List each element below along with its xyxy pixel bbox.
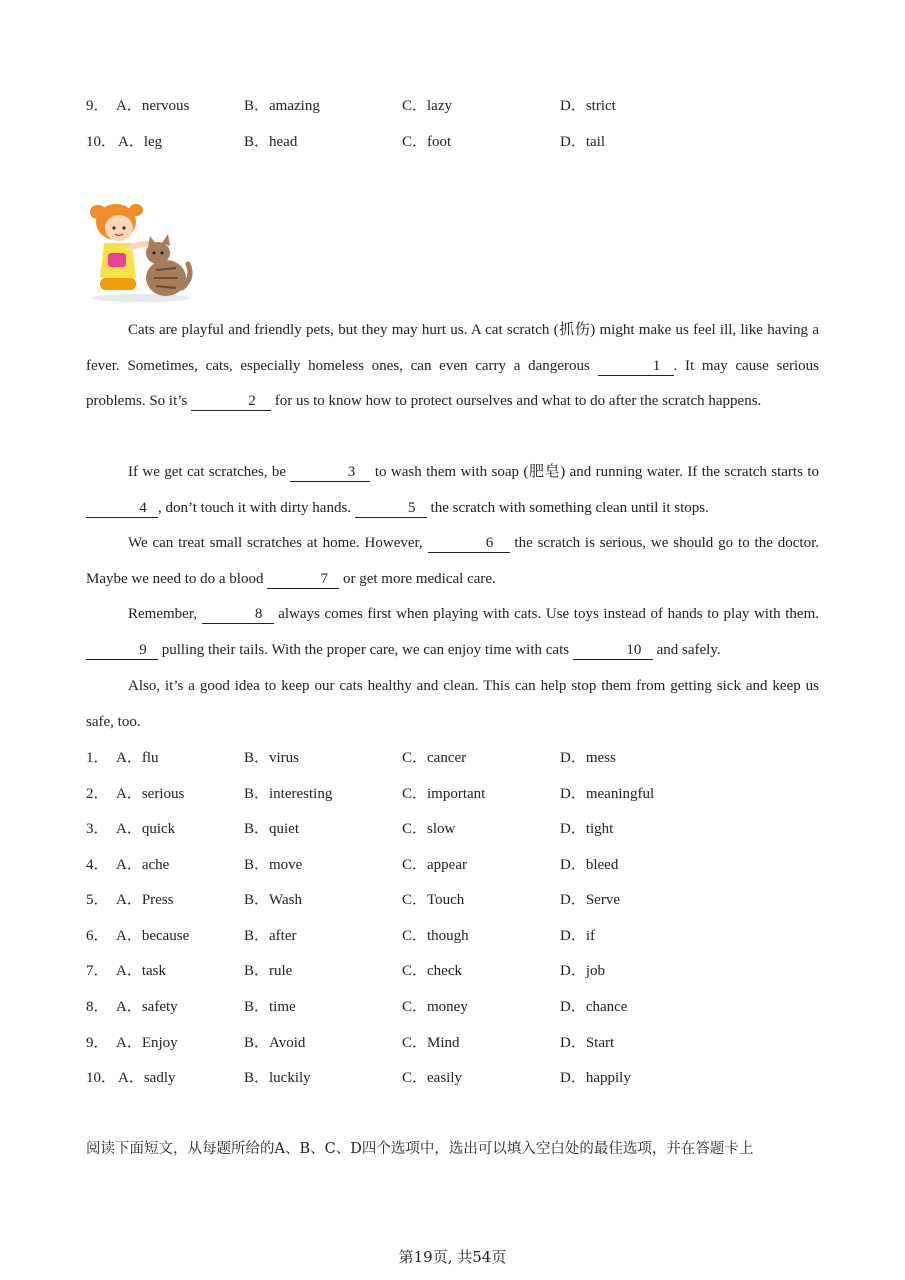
option-d: D．meaningful	[560, 786, 655, 802]
option-b: B．move	[244, 857, 303, 873]
option-row-4: 4． A．ache B．move C．appear D．bleed	[86, 854, 826, 876]
option-d: D．if	[560, 928, 595, 944]
option-row-10: 10． A．sadly B．luckily C．easily D．happily	[86, 1067, 826, 1089]
option-row-prev-9: 9． A．nervous B．amazing C．lazy D．strict	[86, 95, 826, 117]
option-d: D．job	[560, 963, 606, 979]
option-b: B．after	[244, 928, 297, 944]
blank-8: 8	[202, 605, 274, 624]
blank-5: 5	[355, 499, 427, 518]
option-c: C．slow	[402, 821, 456, 837]
option-row-6: 6． A．because B．after C．though D．if	[86, 925, 826, 947]
option-row-1: 1． A．flu B．virus C．cancer D．mess	[86, 747, 826, 769]
option-c: C．though	[402, 928, 469, 944]
option-c: C．lazy	[402, 98, 452, 114]
option-d: D．strict	[560, 98, 616, 114]
option-c: C．foot	[402, 134, 452, 150]
passage-paragraph-1: Cats are playful and friendly pets, but they may hurt us. A cat scratch (抓伤) might make us feel ill, like having a fever. Sometimes, cats, especially homeless ones, can even carry a dangerous 1 . It may cause serious problems. So it’s 2 for us to know how to protect ourselves and what to do after the scratch happens.	[86, 322, 819, 409]
option-b: B．rule	[244, 963, 293, 979]
option-b: B．interesting	[244, 786, 333, 802]
blank-9: 9	[86, 641, 158, 660]
option-d: D．Serve	[560, 892, 620, 908]
option-c: C．easily	[402, 1070, 462, 1086]
girl-with-cat-illustration	[86, 198, 196, 303]
option-c: C．cancer	[402, 750, 467, 766]
option-row-8: 8． A．safety B．time C．money D．chance	[86, 996, 826, 1018]
blank-10: 10	[573, 641, 653, 660]
option-row-3: 3． A．quick B．quiet C．slow D．tight	[86, 818, 826, 840]
option-d: D．tight	[560, 821, 614, 837]
passage-paragraph-5: Also, it’s a good idea to keep our cats healthy and clean. This can help stop them from getting sick and keep us safe, too.	[86, 678, 819, 730]
option-b: B．Wash	[244, 892, 302, 908]
option-d: D．happily	[560, 1070, 631, 1086]
option-d: D．chance	[560, 999, 628, 1015]
option-b: B．head	[244, 134, 298, 150]
option-b: B．Avoid	[244, 1035, 306, 1051]
option-c: C．check	[402, 963, 462, 979]
option-row-prev-10: 10． A．leg B．head C．foot D．tail	[86, 131, 826, 153]
option-d: D．Start	[560, 1035, 615, 1051]
option-row-5: 5． A．Press B．Wash C．Touch D．Serve	[86, 889, 826, 911]
option-c: C．money	[402, 999, 468, 1015]
page-number-footer: 第19页, 共54页	[398, 1248, 507, 1266]
option-row-7: 7． A．task B．rule C．check D．job	[86, 960, 826, 982]
option-c: C．appear	[402, 857, 467, 873]
option-row-2: 2． A．serious B．interesting C．important D．meaningful	[86, 783, 826, 805]
option-c: C．Mind	[402, 1035, 460, 1051]
option-b: B．quiet	[244, 821, 299, 837]
blank-3: 3	[290, 463, 370, 482]
option-b: B．time	[244, 999, 296, 1015]
option-c: C．important	[402, 786, 486, 802]
blank-1: 1	[598, 357, 674, 376]
option-b: B．virus	[244, 750, 300, 766]
passage-paragraph-2: If we get cat scratches, be 3 to wash them with soap (肥皂) and running water. If the scratch starts to 4 , don’t touch it with dirty hands. 5 the scratch with something clean until it stops.	[86, 455, 819, 526]
passage-paragraph-3: We can treat small scratches at home. However, 6 the scratch is serious, we should go to the doctor. Maybe we need to do a blood 7 or get more medical care.	[86, 535, 819, 587]
blank-6: 6	[428, 534, 510, 553]
option-b: B．luckily	[244, 1070, 311, 1086]
option-b: B．amazing	[244, 98, 320, 114]
option-d: D．tail	[560, 134, 605, 150]
blank-4: 4	[86, 499, 158, 518]
option-d: D．mess	[560, 750, 616, 766]
passage-paragraph-4: Remember, 8 always comes first when playing with cats. Use toys instead of hands to play with them. 9 pulling their tails. With the proper care, we can enjoy time with cats 10 and safely.	[86, 597, 819, 668]
option-d: D．bleed	[560, 857, 619, 873]
blank-2: 2	[191, 392, 271, 411]
option-row-9: 9． A．Enjoy B．Avoid C．Mind D．Start	[86, 1032, 826, 1054]
blank-7: 7	[267, 570, 339, 589]
section-instruction: 阅读下面短文，从每题所给的A、B、C、D四个选项中，选出可以填入空白处的最佳选项，并在答题卡上	[86, 1141, 754, 1157]
option-c: C．Touch	[402, 892, 465, 908]
